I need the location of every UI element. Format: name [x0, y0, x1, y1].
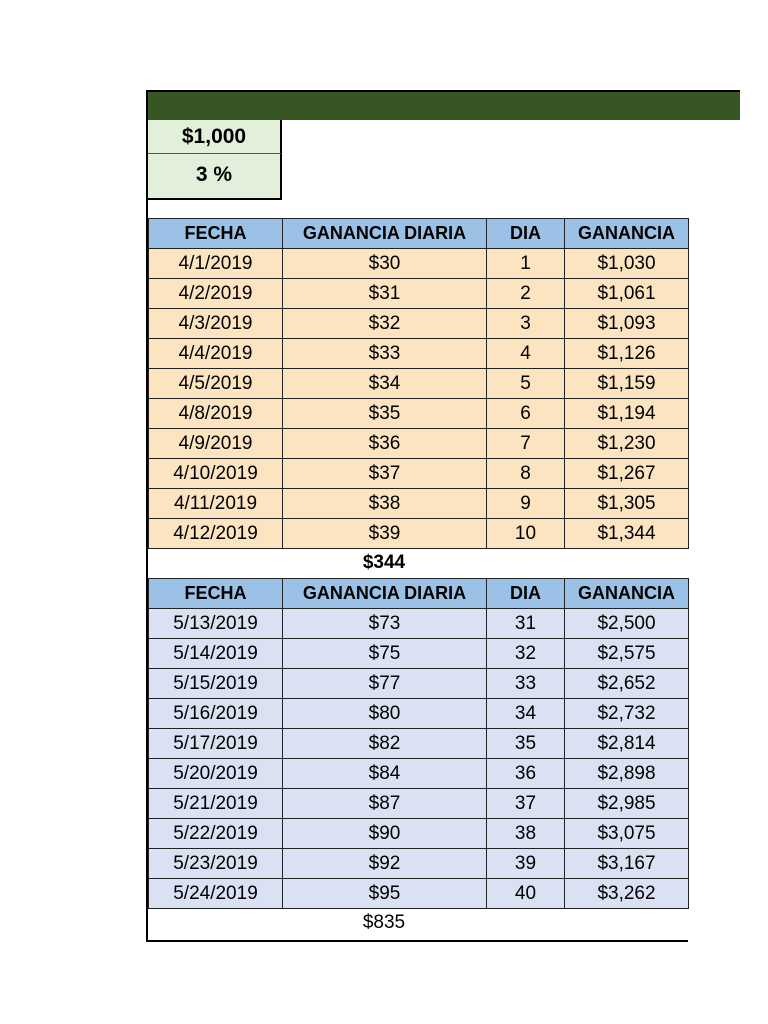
capital-cell[interactable]: $1,000 [148, 120, 282, 154]
cell-fecha[interactable]: 4/3/2019 [149, 309, 283, 339]
table-row [149, 309, 689, 339]
header-ganancia: GANANCIA [565, 219, 689, 249]
cell-ganancia[interactable]: $1,093 [565, 309, 689, 339]
header-dia: DIA [487, 219, 565, 249]
cell-dia[interactable]: 1 [487, 249, 565, 279]
table-row [149, 759, 689, 789]
cell-ganancia[interactable]: $1,061 [565, 279, 689, 309]
cell-dia[interactable]: 33 [487, 669, 565, 699]
rate-cell[interactable]: 3 % [148, 154, 282, 200]
cell-ganancia-diaria[interactable]: $36 [283, 429, 487, 459]
cell-ganancia-diaria[interactable]: $90 [283, 819, 487, 849]
cell-fecha[interactable]: 5/15/2019 [149, 669, 283, 699]
cell-ganancia[interactable]: $2,575 [565, 639, 689, 669]
cell-fecha[interactable]: 4/9/2019 [149, 429, 283, 459]
cell-ganancia-diaria[interactable]: $92 [283, 849, 487, 879]
table-header-row [149, 219, 689, 249]
cell-ganancia-diaria[interactable]: $73 [283, 609, 487, 639]
cell-ganancia-diaria[interactable]: $77 [283, 669, 487, 699]
cell-fecha[interactable]: 4/11/2019 [149, 489, 283, 519]
cell-ganancia-diaria[interactable]: $32 [283, 309, 487, 339]
cell-ganancia-diaria[interactable]: $30 [283, 249, 487, 279]
cell-dia[interactable]: 9 [487, 489, 565, 519]
cell-ganancia[interactable]: $1,159 [565, 369, 689, 399]
cell-ganancia-diaria[interactable]: $75 [283, 639, 487, 669]
header-fecha: FECHA [149, 219, 283, 249]
cell-fecha[interactable]: 5/23/2019 [149, 849, 283, 879]
cell-ganancia[interactable]: $2,732 [565, 699, 689, 729]
cell-fecha[interactable]: 4/5/2019 [149, 369, 283, 399]
cell-dia[interactable]: 6 [487, 399, 565, 429]
cell-fecha[interactable]: 4/8/2019 [149, 399, 283, 429]
spreadsheet [146, 90, 688, 942]
header-ganancia-diaria: GANANCIA DIARIA [283, 219, 487, 249]
cell-ganancia[interactable]: $3,262 [565, 879, 689, 909]
cell-ganancia[interactable]: $2,500 [565, 609, 689, 639]
header-ganancia: GANANCIA [565, 579, 689, 609]
cell-dia[interactable]: 34 [487, 699, 565, 729]
cell-ganancia-diaria[interactable]: $87 [283, 789, 487, 819]
cell-ganancia-diaria[interactable]: $39 [283, 519, 487, 549]
table-row [149, 729, 689, 759]
table-row [149, 279, 689, 309]
cell-ganancia[interactable]: $3,167 [565, 849, 689, 879]
cell-ganancia-diaria[interactable]: $33 [283, 339, 487, 369]
cell-ganancia[interactable]: $2,985 [565, 789, 689, 819]
cell-fecha[interactable]: 4/10/2019 [149, 459, 283, 489]
table-row [149, 429, 689, 459]
cell-fecha[interactable]: 5/22/2019 [149, 819, 283, 849]
cell-dia[interactable]: 36 [487, 759, 565, 789]
cell-ganancia[interactable]: $1,030 [565, 249, 689, 279]
cell-fecha[interactable]: 5/16/2019 [149, 699, 283, 729]
cell-fecha[interactable]: 4/4/2019 [149, 339, 283, 369]
cell-ganancia-diaria[interactable]: $80 [283, 699, 487, 729]
cell-fecha[interactable]: 5/20/2019 [149, 759, 283, 789]
cell-fecha[interactable]: 5/13/2019 [149, 609, 283, 639]
cell-fecha[interactable]: 4/1/2019 [149, 249, 283, 279]
cell-fecha[interactable]: 5/17/2019 [149, 729, 283, 759]
table-row [149, 639, 689, 669]
cell-ganancia[interactable]: $3,075 [565, 819, 689, 849]
table-row [149, 789, 689, 819]
table-row [149, 819, 689, 849]
cell-dia[interactable]: 31 [487, 609, 565, 639]
table-row [149, 699, 689, 729]
header-dia: DIA [487, 579, 565, 609]
cell-ganancia[interactable]: $1,194 [565, 399, 689, 429]
table-row [149, 849, 689, 879]
table-may-total[interactable]: $835 [362, 912, 406, 933]
table-header-row [149, 579, 689, 609]
cell-ganancia[interactable]: $1,305 [565, 489, 689, 519]
cell-ganancia-diaria[interactable]: $31 [283, 279, 487, 309]
table-may [148, 578, 689, 909]
cell-dia[interactable]: 8 [487, 459, 565, 489]
table-row [149, 399, 689, 429]
table-row [149, 339, 689, 369]
cell-ganancia-diaria[interactable]: $38 [283, 489, 487, 519]
cell-dia[interactable]: 37 [487, 789, 565, 819]
cell-dia[interactable]: 38 [487, 819, 565, 849]
cell-dia[interactable]: 2 [487, 279, 565, 309]
table-row [149, 459, 689, 489]
cell-dia[interactable]: 3 [487, 309, 565, 339]
table-row [149, 609, 689, 639]
table-row [149, 669, 689, 699]
cell-dia[interactable]: 10 [487, 519, 565, 549]
cell-fecha[interactable]: 4/12/2019 [149, 519, 283, 549]
cell-dia[interactable]: 39 [487, 849, 565, 879]
cell-ganancia[interactable]: $2,898 [565, 759, 689, 789]
cell-dia[interactable]: 40 [487, 879, 565, 909]
sheet-border-bottom [146, 940, 688, 942]
cell-ganancia[interactable]: $1,230 [565, 429, 689, 459]
table-april [148, 218, 689, 549]
cell-ganancia[interactable]: $1,267 [565, 459, 689, 489]
cell-ganancia[interactable]: $1,344 [565, 519, 689, 549]
cell-ganancia[interactable]: $2,814 [565, 729, 689, 759]
table-row [149, 369, 689, 399]
cell-ganancia-diaria[interactable]: $95 [283, 879, 487, 909]
cell-fecha[interactable]: 5/14/2019 [149, 639, 283, 669]
header-fecha: FECHA [149, 579, 283, 609]
cell-dia[interactable]: 35 [487, 729, 565, 759]
cell-dia[interactable]: 4 [487, 339, 565, 369]
table-april-total[interactable]: $344 [362, 552, 406, 573]
cell-ganancia-diaria[interactable]: $37 [283, 459, 487, 489]
cell-ganancia[interactable]: $1,126 [565, 339, 689, 369]
cell-dia[interactable]: 5 [487, 369, 565, 399]
cell-ganancia-diaria[interactable]: $82 [283, 729, 487, 759]
table-row [149, 249, 689, 279]
cell-fecha[interactable]: 4/2/2019 [149, 279, 283, 309]
cell-ganancia-diaria[interactable]: $35 [283, 399, 487, 429]
table-row [149, 489, 689, 519]
cell-ganancia-diaria[interactable]: $34 [283, 369, 487, 399]
header-bar [146, 90, 740, 120]
cell-ganancia[interactable]: $2,652 [565, 669, 689, 699]
header-ganancia-diaria: GANANCIA DIARIA [283, 579, 487, 609]
cell-dia[interactable]: 32 [487, 639, 565, 669]
cell-dia[interactable]: 7 [487, 429, 565, 459]
cell-fecha[interactable]: 5/24/2019 [149, 879, 283, 909]
table-row [149, 519, 689, 549]
table-row [149, 879, 689, 909]
cell-fecha[interactable]: 5/21/2019 [149, 789, 283, 819]
cell-ganancia-diaria[interactable]: $84 [283, 759, 487, 789]
